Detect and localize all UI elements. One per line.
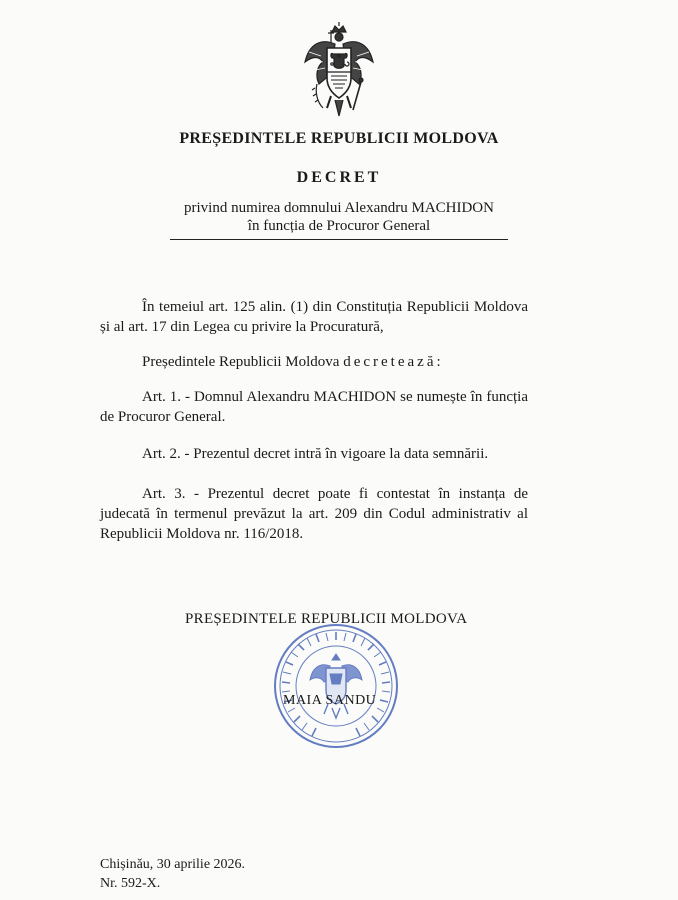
article-3: Art. 3. - Prezentul decret poate fi contestat în instanța de judecată în termenul prevăzut la art. 209 din Codul administrativ al Republicii Moldova nr. 116/2018. [100,486,528,542]
seal-icon [272,622,400,750]
subject-line-1: privind numirea domnului Alexandru MACHIDON [184,200,494,216]
title-divider [170,239,508,240]
page-title: PREȘEDINTELE REPUBLICII MOLDOVA [179,130,499,147]
decree-number: Nr. 592-X. [100,876,161,891]
article-1: Art. 1. - Domnul Alexandru MACHIDON se numește în funcția de Procuror General. [100,389,528,425]
signatory-title: PREȘEDINTELE REPUBLICII MOLDOVA [185,611,468,627]
decree-clause-subject: Președintele Republicii Moldova [142,354,340,370]
legal-basis-paragraph: În temeiul art. 125 alin. (1) din Constituția Republicii Moldova și al art. 17 din Legea cu privire la Procuratură, [100,299,528,335]
decree-subject [0,199,678,235]
decree-clause-verb: decretează: [343,354,444,370]
signatory-name: MAIA SANDU [283,693,377,708]
subject-line-2: în funcția de Procuror General [247,218,431,234]
coat-of-arms-icon [301,22,377,118]
article-2: Art. 2. - Prezentul decret intră în vigoare la data semnării. [142,446,489,462]
place-and-date: Chișinău, 30 aprilie 2026. [100,857,246,872]
decree-clause [100,352,528,372]
document-type: DECRET [296,169,382,186]
